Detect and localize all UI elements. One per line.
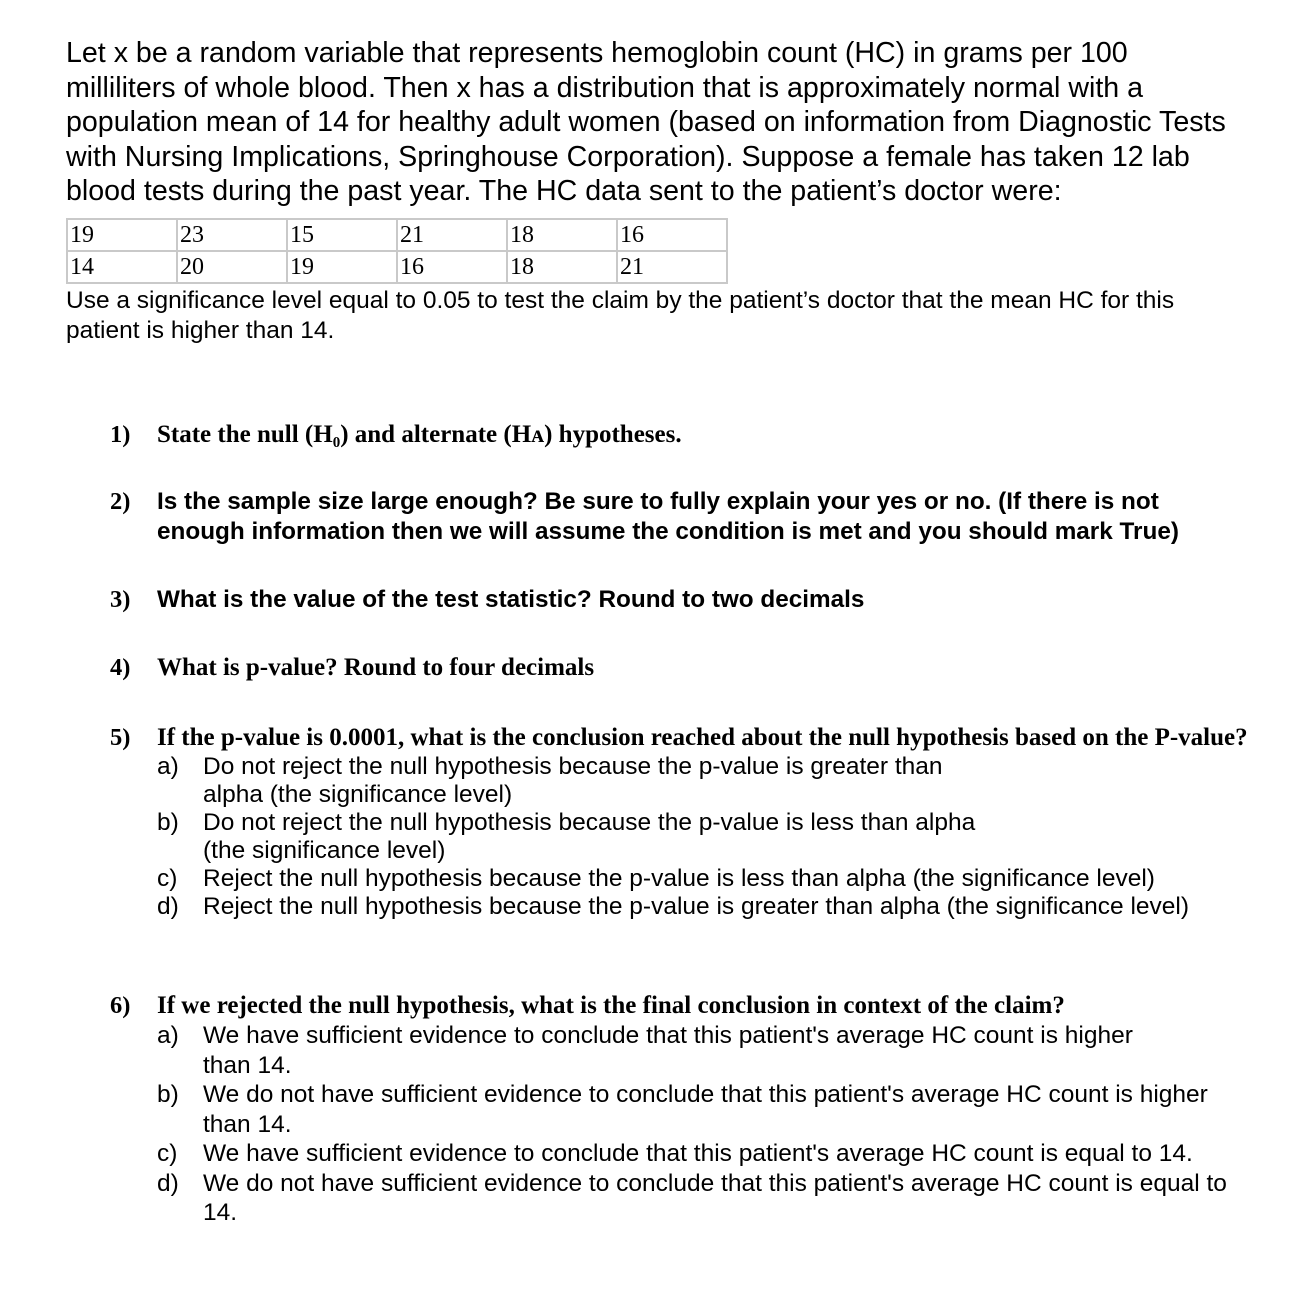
option-letter: b) [157,1081,179,1108]
option-d[interactable] [157,1169,1243,1228]
table-cell: 20 [177,251,287,283]
table-cell: 19 [287,251,397,283]
question-text: If we rejected the null hypothesis, what is the final conclusion in context of the claim? [157,992,1065,1019]
question-text: State the null (H₀) and alternate (Hᴀ) hypotheses. [157,421,682,448]
option-d[interactable] [157,893,1250,921]
option-b[interactable] [157,809,1023,865]
option-text: Do not reject the null hypothesis because the p-value is less than alpha (the significance level) [203,809,976,864]
option-b[interactable] [157,1080,1243,1139]
question-text: If the p-value is 0.0001, what is the conclusion reached about the null hypothesis based on the P-value? [157,724,1248,751]
table-cell: 14 [67,251,177,283]
table-cell: 16 [397,251,507,283]
question-6 [110,991,1250,1228]
option-letter: a) [157,753,179,780]
question-number: 2) [110,488,131,515]
option-letter: d) [157,1169,179,1197]
claim-statement: Use a significance level equal to 0.05 to test the claim by the patient’s doctor that the mean HC for this patient is higher than 14. [66,286,1175,344]
question-2 [110,487,1230,547]
option-text: We have sufficient evidence to conclude that this patient's average HC count is equal to 14. [203,1140,1193,1167]
option-letter: b) [157,809,179,836]
option-text: We do not have sufficient evidence to conclude that this patient's average HC count is higher than 14. [203,1081,1208,1138]
table-cell: 15 [287,219,397,251]
table-row [67,219,727,251]
question-4 [110,653,1260,683]
question-number: 4) [110,654,131,681]
table-row [67,251,727,283]
option-a[interactable] [157,1021,1183,1080]
option-text: We do not have sufficient evidence to conclude that this patient's average HC count is equal to 14. [203,1169,1227,1226]
question-5 [110,723,1250,921]
table-cell: 21 [617,251,727,283]
option-text: Reject the null hypothesis because the p-value is less than alpha (the significance level) [203,865,1155,892]
answer-options [157,1021,1250,1228]
question-text: What is p-value? Round to four decimals [157,654,595,681]
table-cell: 18 [507,219,617,251]
table-cell: 21 [397,219,507,251]
hc-data-table [66,218,728,284]
question-number: 1) [110,421,131,448]
table-cell: 18 [507,251,617,283]
option-text: Do not reject the null hypothesis because the p-value is greater than alpha (the significance level) [203,753,943,808]
question-text: What is the value of the test statistic? Round to two decimals [157,586,865,613]
option-c[interactable] [157,865,1250,893]
document-body [66,36,1266,346]
option-letter: c) [157,865,178,892]
question-3 [110,585,1260,615]
question-text: Is the sample size large enough? Be sure to fully explain your yes or no. (If there is not enough information then we will assume the condition is met and you should mark True) [157,488,1179,545]
option-letter: c) [157,1140,178,1167]
option-a[interactable] [157,753,983,809]
option-letter: d) [157,893,179,920]
question-number: 3) [110,586,131,613]
problem-intro: Let x be a random variable that represents hemoglobin count (HC) in grams per 100 milliliters of whole blood. Then x has a distribution that is approximately normal with a population mean of 14 for healthy adult women (based on information from Diagnostic Tests with Nursing Implications, Springhouse Corporation). Suppose a female has taken 12 lab blood tests during the past year. The HC data sent to the patient’s doctor were: [66,37,1226,208]
question-number: 5) [110,724,131,751]
option-letter: a) [157,1022,179,1049]
option-c[interactable] [157,1139,1250,1169]
question-number: 6) [110,992,131,1019]
table-cell: 16 [617,219,727,251]
table-cell: 23 [177,219,287,251]
option-text: Reject the null hypothesis because the p-value is greater than alpha (the significance level) [203,893,1190,920]
option-text: We have sufficient evidence to conclude that this patient's average HC count is higher than 14. [203,1022,1133,1079]
answer-options [157,753,1250,921]
table-cell: 19 [67,219,177,251]
question-1 [110,420,1260,450]
